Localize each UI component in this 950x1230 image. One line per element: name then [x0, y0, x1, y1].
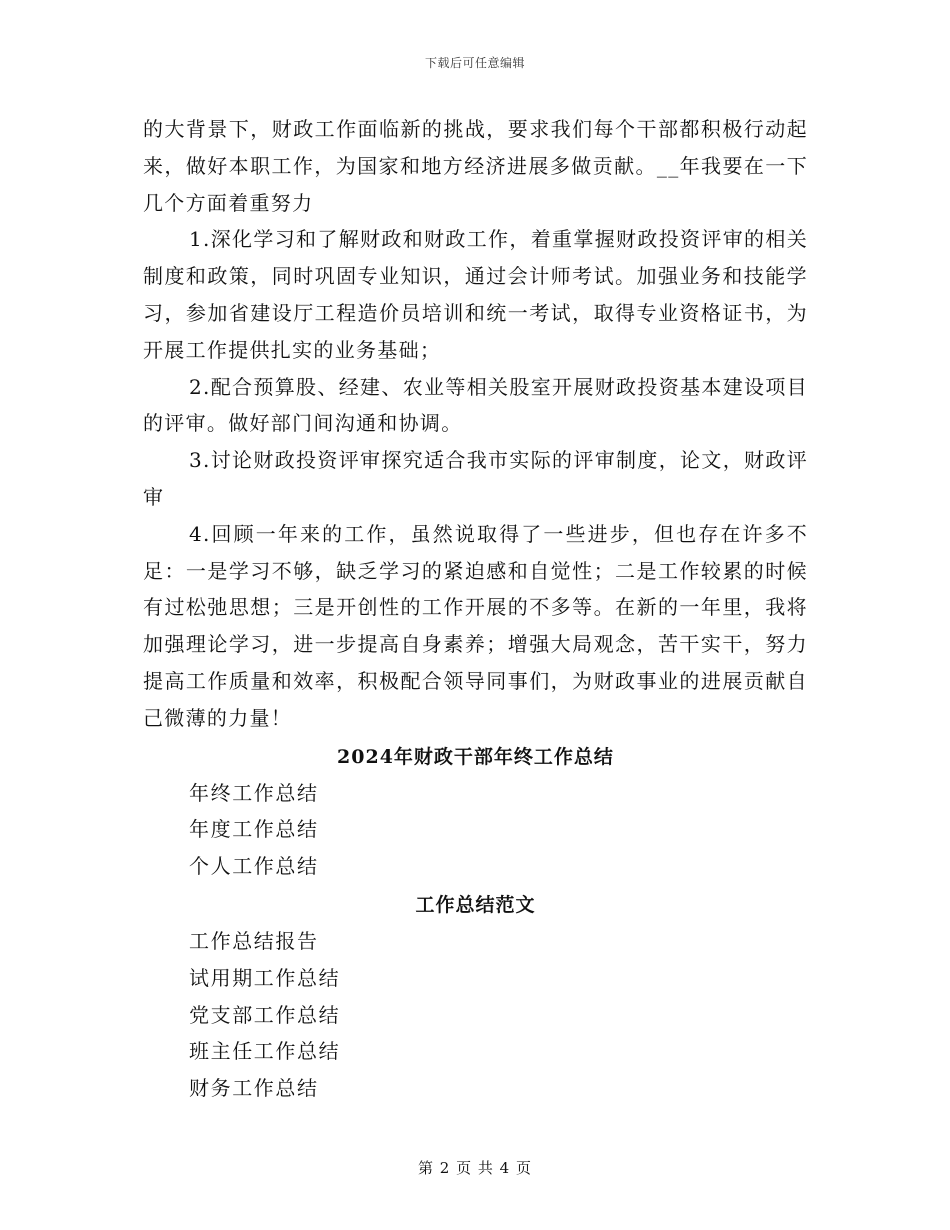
- link-list-item[interactable]: 班主任工作总结: [189, 1039, 341, 1064]
- paragraph-item-4: 4.回顾一年来的工作，虽然说取得了一些进步，但也存在许多不足：一是学习不够，缺乏学习的紧迫感和自觉性；二是工作较累的时候有过松弛思想；三是开创性的工作开展的不多等。在新的一年里，我将加强理论学习，进一步提高自身素养；增强大局观念，苦干实干，努力提高工作质量和效率，积极配合领导同事们，为财政事业的进展贡献自己微薄的力量！: [143, 521, 808, 730]
- link-list-item[interactable]: 工作总结报告: [189, 928, 319, 953]
- paragraph-item-3: 3.讨论财政投资评审探究适合我市实际的评审制度，论文，财政评审: [143, 448, 808, 509]
- section-heading-summary: 2024年财政干部年终工作总结: [337, 745, 614, 768]
- document-body: [143, 111, 808, 1107]
- paragraph-item-1: 1.深化学习和了解财政和财政工作，着重掌握财政投资评审的相关制度和政策，同时巩固专业知识，通过会计师考试。加强业务和技能学习，参加省建设厅工程造价员培训和统一考试，取得专业资格证书，为开展工作提供扎实的业务基础；: [143, 227, 808, 362]
- link-list-item[interactable]: 试用期工作总结: [189, 965, 341, 990]
- link-list-item[interactable]: 党支部工作总结: [189, 1002, 341, 1027]
- paragraph-intro: 的大背景下，财政工作面临新的挑战，要求我们每个干部都积极行动起来，做好本职工作，为国家和地方经济进展多做贡献。__年我要在一下几个方面着重努力: [143, 117, 808, 215]
- section-heading-samples: 工作总结范文: [415, 893, 536, 916]
- page-header: 下载后可任意编辑: [424, 56, 525, 70]
- page-number: 第 2 页 共 4 页: [418, 1159, 532, 1177]
- paragraph-item-2: 2.配合预算股、经建、农业等相关股室开展财政投资基本建设项目的评审。做好部门间沟通和协调。: [143, 374, 808, 436]
- link-list-item[interactable]: 财务工作总结: [189, 1076, 319, 1101]
- link-list-item[interactable]: 年终工作总结: [189, 780, 319, 805]
- link-list-item[interactable]: 年度工作总结: [189, 817, 319, 842]
- link-list-item[interactable]: 个人工作总结: [189, 854, 319, 879]
